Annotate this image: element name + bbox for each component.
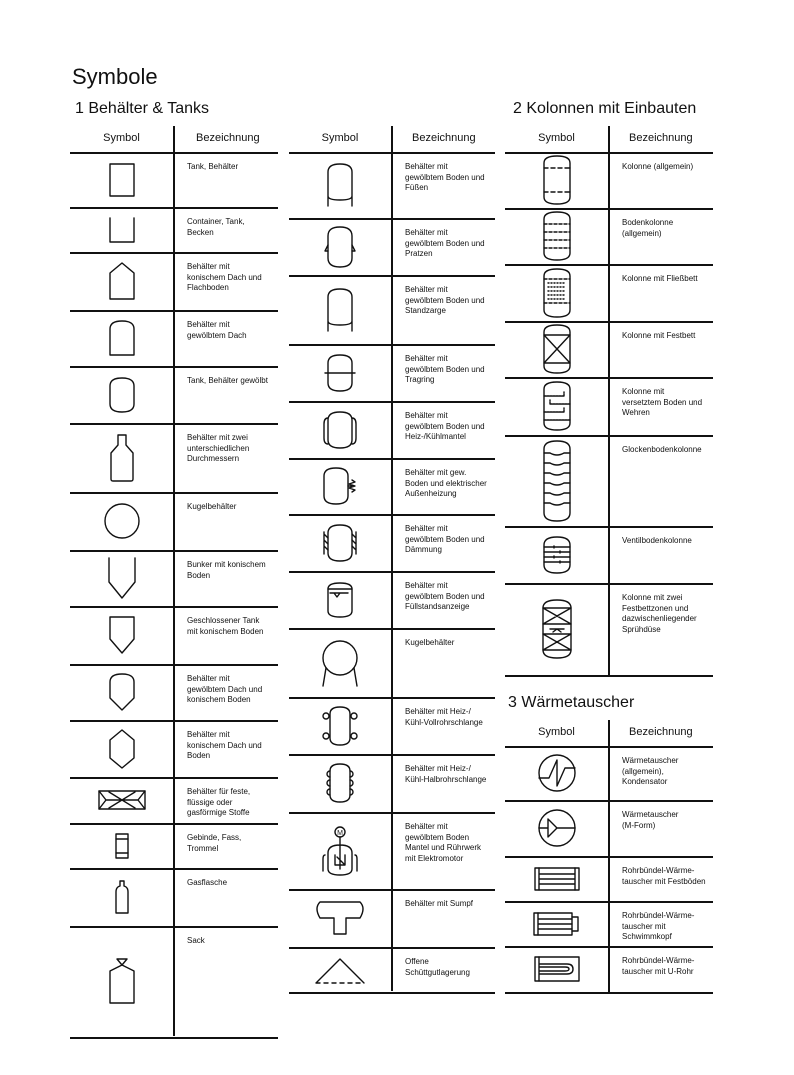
vessel-sump-icon <box>289 889 391 947</box>
table-row <box>70 868 278 926</box>
table-row <box>289 889 495 947</box>
table-row <box>289 344 495 401</box>
page-title: Symbole <box>72 64 158 89</box>
floating-head-icon <box>505 901 608 946</box>
table-row <box>505 152 713 208</box>
symbol-description: Kolonne mit zwei Festbettzonen und dazwischenliegender Sprühdüse <box>622 593 697 634</box>
table-row <box>289 754 495 812</box>
bubble-cap-column-icon <box>505 435 608 526</box>
column-header-bezeichnung: Bezeichnung <box>629 132 693 144</box>
vessel-lugs-icon <box>289 218 391 275</box>
symbol-description: Container, Tank, Becken <box>187 217 245 237</box>
symbol-description: Behälter für feste, flüssige oder gasförmige Stoffe <box>187 787 251 817</box>
symbol-description: Behälter mit gewölbtem Boden und Heiz-/Kühlmantel <box>405 411 485 441</box>
conical-both-tank-icon <box>70 720 173 777</box>
symbol-description: Kolonne mit Festbett <box>622 331 696 340</box>
table-row <box>70 720 278 777</box>
table-row <box>70 423 278 492</box>
weir-column-icon <box>505 377 608 435</box>
gas-cylinder-icon <box>70 868 173 926</box>
symbol-description: Glockenbodenkolonne <box>622 445 702 454</box>
table-divider <box>505 675 713 677</box>
table-divider <box>70 1037 278 1039</box>
symbol-description: Tank, Behälter <box>187 162 239 171</box>
table-row <box>289 218 495 275</box>
symbol-description: Bunker mit konischem Boden <box>187 560 266 580</box>
table-row <box>70 550 278 606</box>
vessel-legs-icon <box>289 152 391 218</box>
table-row <box>70 823 278 868</box>
section-title-columns: 2 Kolonnen mit Einbauten <box>513 100 697 117</box>
symbol-description: Offene Schüttgutlagerung <box>405 957 470 977</box>
m-form-heat-exchanger-icon <box>505 800 608 856</box>
table-row <box>289 697 495 754</box>
column-header-symbol: Symbol <box>538 132 575 144</box>
tray-column-icon <box>505 208 608 264</box>
symbol-description: Behälter mit Heiz-/ Kühl-Vollrohrschlange <box>405 707 483 727</box>
symbol-description: Behälter mit Sumpf <box>405 899 474 908</box>
closed-conical-tank-icon <box>70 606 173 664</box>
table-row <box>70 926 278 1037</box>
table-row <box>70 664 278 720</box>
table-row <box>70 492 278 550</box>
table-tanks <box>70 126 278 1036</box>
symbol-description: Behälter mit gewölbtem Boden und Pratzen <box>405 228 485 258</box>
symbol-description: Rohrbündel-Wärme- tauscher mit Festböden <box>622 866 706 886</box>
column-header-bezeichnung: Bezeichnung <box>412 132 476 144</box>
symbol-description: Behälter mit Heiz-/ Kühl-Halbrohrschlange <box>405 764 487 784</box>
vessel-level-icon <box>289 571 391 628</box>
table-divider <box>505 992 713 994</box>
table-row <box>505 856 713 901</box>
symbol-description: Rohrbündel-Wärme- tauscher mit U-Rohr <box>622 956 695 976</box>
table-row <box>289 514 495 571</box>
table-row <box>289 571 495 628</box>
symbol-description: Kugelbehälter <box>187 502 237 511</box>
table-row <box>70 207 278 252</box>
table-row <box>505 435 713 526</box>
symbol-description: Behälter mit gewölbtem Boden und Füßen <box>405 162 485 192</box>
column-header-symbol: Symbol <box>321 132 359 144</box>
vessel-electric-heating-icon <box>289 458 391 514</box>
table-row <box>289 812 495 889</box>
sack-icon <box>70 926 173 1037</box>
two-diameter-vessel-icon <box>70 423 173 492</box>
symbol-description: Sack <box>187 936 205 945</box>
open-bulk-storage-icon <box>289 947 391 992</box>
container-icon <box>70 207 173 252</box>
table-heat-exchangers <box>505 720 713 992</box>
table-row <box>289 628 495 697</box>
column-header-symbol: Symbol <box>103 132 140 144</box>
vessel-jacket-icon <box>289 401 391 458</box>
section-title-heat-exchangers: 3 Wärmetauscher <box>508 694 635 711</box>
symbol-description: Behälter mit gewölbtem Boden und Füllstandsanzeige <box>405 581 485 611</box>
table-row <box>289 947 495 992</box>
table-row <box>70 310 278 366</box>
table-row <box>289 152 495 218</box>
table-row <box>70 366 278 423</box>
drum-icon <box>70 823 173 868</box>
column-icon <box>505 152 608 208</box>
table-row <box>505 377 713 435</box>
domed-conical-tank-icon <box>70 664 173 720</box>
symbol-description: Behälter mit gewölbtem Boden und Dämmung <box>405 524 485 554</box>
fluidized-bed-column-icon <box>505 264 608 321</box>
vessel-ring-icon <box>289 344 391 401</box>
symbol-description: Kolonne (allgemein) <box>622 162 694 171</box>
agitator-vessel-icon <box>289 812 391 889</box>
symbol-description: Behälter mit konischem Dach und Flachboden <box>187 262 262 292</box>
svg-text:M: M <box>337 829 343 837</box>
vessel-skirt-icon <box>289 275 391 344</box>
symbol-description: Ventilbodenkolonne <box>622 536 692 545</box>
symbol-description: Rohrbündel-Wärme- tauscher mit Schwimmkopf <box>622 911 695 941</box>
conical-roof-tank-icon <box>70 252 173 310</box>
symbol-description: Behälter mit gewölbtem Dach und konischem Boden <box>187 674 263 704</box>
table-tanks-continued <box>289 126 495 991</box>
table-row <box>505 946 713 992</box>
section-title-tanks: 1 Behälter & Tanks <box>75 100 210 117</box>
symbol-description: Behälter mit gew. Boden und elektrischer Außenheizung <box>405 468 487 498</box>
two-bed-spray-column-icon <box>505 583 608 675</box>
symbol-description: Geschlossener Tank mit konischem Boden <box>187 616 264 636</box>
symbol-description: Wärmetauscher (M-Form) <box>622 810 679 830</box>
table-row <box>505 901 713 946</box>
table-row <box>70 777 278 823</box>
sphere-icon <box>70 492 173 550</box>
symbol-description: Tank, Behälter gewölbt <box>187 376 268 385</box>
symbol-description: Kolonne mit Fließbett <box>622 274 698 283</box>
valve-tray-column-icon <box>505 526 608 583</box>
table-row <box>505 321 713 377</box>
symbol-description: Kugelbehälter <box>405 638 455 647</box>
bunker-icon <box>70 550 173 606</box>
symbol-description: Bodenkolonne (allgemein) <box>622 218 674 238</box>
table-row <box>505 208 713 264</box>
symbol-description: Behälter mit gewölbtem Dach <box>187 320 247 340</box>
table-row <box>289 275 495 344</box>
table-row <box>289 401 495 458</box>
domed-roof-tank-icon <box>70 310 173 366</box>
column-header-bezeichnung: Bezeichnung <box>196 132 260 144</box>
column-header-symbol: Symbol <box>538 726 575 738</box>
symbol-description: Behälter mit gewölbtem Boden und Standzarge <box>405 285 485 315</box>
table-row <box>70 606 278 664</box>
table-row <box>70 152 278 207</box>
table-row <box>289 458 495 514</box>
symbol-description: Gebinde, Fass, Trommel <box>187 833 242 853</box>
table-row <box>70 252 278 310</box>
solid-liquid-gas-vessel-icon <box>70 777 173 823</box>
table-row <box>505 526 713 583</box>
vessel-full-coil-icon <box>289 697 391 754</box>
sphere-vessel-icon <box>289 628 391 697</box>
vessel-half-coil-icon <box>289 754 391 812</box>
fixed-tube-sheet-icon <box>505 856 608 901</box>
symbol-description: Behälter mit zwei unterschiedlichen Durchmessern <box>187 433 250 463</box>
table-row <box>505 264 713 321</box>
u-tube-icon <box>505 946 608 992</box>
table-row <box>505 800 713 856</box>
symbol-description: Gasflasche <box>187 878 228 887</box>
symbol-description: Behälter mit gewölbtem Boden und Tragring <box>405 354 485 384</box>
table-row <box>505 583 713 675</box>
table-columns <box>505 126 713 676</box>
table-divider <box>289 992 495 994</box>
table-row <box>505 746 713 800</box>
symbol-description: Behälter mit gewölbtem Boden Mantel und Rührwerk mit Elektromotor <box>405 822 482 863</box>
heat-exchanger-icon <box>505 746 608 800</box>
fixed-bed-column-icon <box>505 321 608 377</box>
symbol-description: Wärmetauscher (allgemein), Kondensator <box>622 756 679 786</box>
column-header-bezeichnung: Bezeichnung <box>629 726 693 738</box>
symbol-description: Behälter mit konischem Dach und Boden <box>187 730 262 760</box>
vessel-insulation-icon <box>289 514 391 571</box>
symbol-description: Kolonne mit versetztem Boden und Wehren <box>622 387 703 417</box>
tank-icon <box>70 152 173 207</box>
domed-tank-icon <box>70 366 173 423</box>
